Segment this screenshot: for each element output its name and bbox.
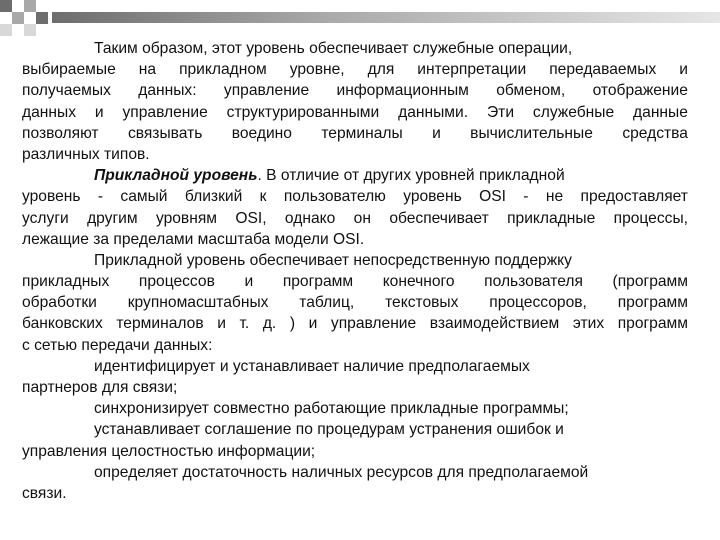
word: данных: — [138, 82, 197, 100]
line-text: партнеров для связи; — [22, 379, 178, 396]
line-text: синхронизирует совместно работающие прикладные программы; — [94, 400, 569, 418]
text-line — [22, 102, 688, 123]
word: служебные — [532, 103, 615, 121]
word: управление — [122, 103, 208, 121]
word: текстовых — [385, 294, 459, 312]
decor-square-2 — [24, 0, 36, 12]
decor-square-3 — [12, 12, 24, 24]
text-line — [22, 356, 688, 377]
word: информационным — [336, 82, 469, 100]
line-text: связи. — [22, 484, 67, 502]
word: отображение — [592, 82, 688, 100]
line-text: различных типов. — [22, 145, 150, 163]
line-text: определяет достаточность наличных ресурсов для предполагаемой — [94, 463, 589, 481]
text-line — [22, 123, 688, 144]
word: процессоров, — [489, 294, 587, 312]
line-text: с сетью передачи данных: — [22, 336, 213, 354]
word: т. — [239, 315, 250, 333]
text-line — [22, 313, 688, 334]
word: процессы, — [613, 209, 688, 227]
word: данными. — [398, 103, 469, 121]
word: ) — [289, 315, 296, 333]
word: этих — [572, 315, 605, 333]
word: банковских — [22, 315, 103, 333]
decor-square-6 — [24, 24, 36, 36]
word: таблиц, — [299, 294, 355, 312]
word: взаимодействием — [429, 315, 560, 333]
word: и — [432, 124, 441, 142]
word: прикладных — [22, 273, 110, 291]
word: другим — [87, 209, 138, 227]
text-line — [22, 165, 688, 186]
text-line — [22, 462, 688, 483]
text-line — [22, 229, 688, 250]
word: уровне, — [289, 61, 345, 79]
text-line — [22, 250, 688, 271]
word: программ — [617, 315, 688, 333]
word: структурированными — [226, 103, 380, 121]
text-line — [22, 186, 688, 207]
line-text: Таким образом, этот уровень обеспечивает служебные операции, — [94, 40, 573, 57]
decor-square-5 — [0, 24, 12, 36]
word: данные — [633, 103, 688, 121]
word: OSI, — [235, 209, 267, 227]
word: предоставляет — [580, 188, 688, 206]
word: позволяют — [22, 124, 99, 142]
document-body — [22, 38, 688, 504]
text-line — [22, 80, 688, 101]
text-line — [22, 292, 688, 313]
word: и — [244, 273, 254, 291]
word: для — [367, 61, 395, 79]
line-text: Прикладной уровень обеспечивает непосредственную поддержку — [94, 251, 572, 269]
decor-square-4 — [36, 12, 48, 24]
word: прикладные — [507, 209, 596, 227]
text-line — [22, 483, 688, 504]
word: обеспечивает — [389, 209, 489, 227]
word: уровень — [22, 188, 81, 206]
word: прикладном — [179, 61, 267, 79]
word: программ — [282, 273, 354, 291]
word: связывать — [127, 124, 203, 142]
word: OSI — [479, 188, 506, 206]
text-line — [22, 419, 688, 440]
text-line — [22, 398, 688, 419]
word: программ — [617, 294, 688, 312]
word: уровням — [155, 209, 217, 227]
decor-square-1 — [0, 0, 12, 12]
word: обменом, — [496, 82, 566, 100]
word: (программ — [612, 273, 688, 291]
word: конечного — [382, 273, 455, 291]
text-line — [22, 59, 688, 80]
text-line — [22, 38, 688, 59]
word: управление — [223, 82, 310, 100]
word: и — [308, 315, 318, 333]
word: к — [259, 188, 267, 206]
word: средства — [622, 124, 688, 142]
line-text: . В отличие от других уровней прикладной — [257, 167, 565, 185]
word: пользователя — [484, 273, 583, 291]
word: и — [217, 315, 226, 333]
text-line — [22, 335, 688, 356]
word: Эти — [486, 103, 515, 121]
word: получаемых — [22, 82, 111, 100]
word: услуги — [22, 209, 69, 227]
word: терминалы — [321, 124, 403, 142]
text-line — [22, 441, 688, 462]
word: самый — [120, 188, 168, 206]
text-line — [22, 208, 688, 229]
word: на — [138, 61, 157, 79]
word: интерпретации — [417, 61, 527, 79]
text-line — [22, 377, 688, 398]
word: выбираемые — [22, 61, 116, 79]
word: - — [97, 188, 104, 206]
word: крупномасштабных — [127, 294, 269, 312]
word: однако — [284, 209, 336, 227]
word: уровень — [403, 188, 462, 206]
word: и — [94, 103, 104, 121]
word: близкий — [184, 188, 243, 206]
word: - — [523, 188, 529, 206]
word: терминалов — [116, 315, 204, 333]
text-line — [22, 144, 688, 165]
word: управление — [330, 315, 417, 333]
word: данных — [22, 103, 76, 121]
line-text: управления целостностью информации; — [22, 442, 316, 460]
word: передаваемых — [549, 61, 657, 79]
text-line — [22, 271, 688, 292]
line-text: лежащие за пределами масштаба модели OSI. — [22, 230, 365, 248]
line-text: устанавливает соглашение по процедурам устранения ошибок и — [94, 421, 564, 439]
word: пользователю — [283, 188, 386, 206]
decor-gradient-bar — [52, 12, 720, 23]
word: воедино — [231, 124, 292, 142]
word: процессов — [138, 273, 215, 291]
word: вычислительные — [470, 124, 593, 142]
word: не — [545, 188, 564, 206]
word: он — [353, 209, 371, 227]
section-term: Прикладной уровень — [94, 167, 258, 185]
word: обработки — [22, 294, 97, 312]
line-text: идентифицирует и устанавливает наличие предполагаемых — [94, 357, 530, 375]
word: д. — [262, 315, 277, 333]
word: и — [679, 61, 688, 79]
